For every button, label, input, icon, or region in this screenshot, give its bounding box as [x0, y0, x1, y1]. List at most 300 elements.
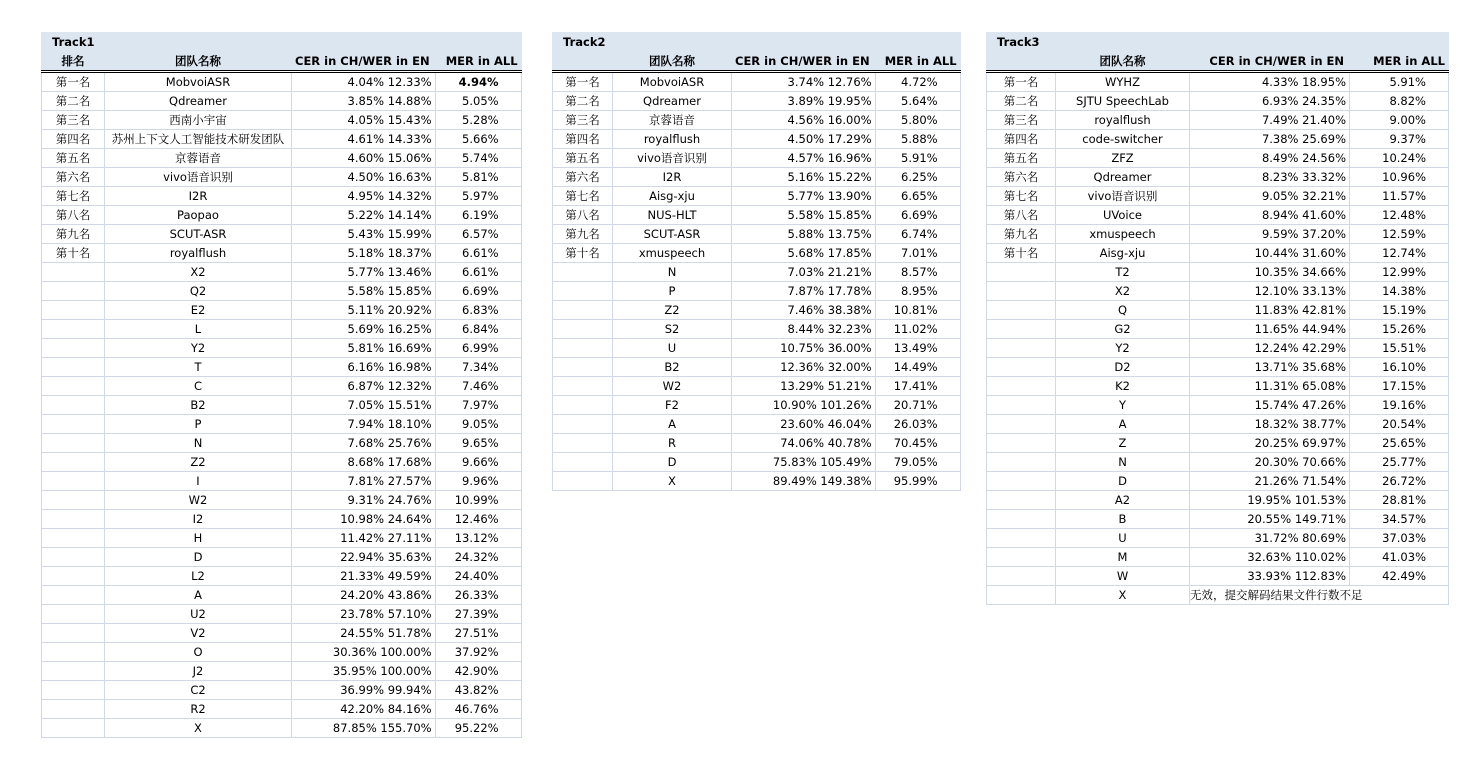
cer-wer-cell: 4.95% 14.32%	[292, 187, 436, 206]
team-cell: 西南小宇宙	[105, 111, 292, 130]
team-cell: A2	[1056, 491, 1190, 510]
mer-cell: 6.19%	[435, 206, 521, 225]
team-cell: D	[105, 548, 292, 567]
table-row	[42, 149, 522, 168]
team-cell: R2	[105, 700, 292, 719]
team-cell: Y	[1056, 396, 1190, 415]
rank-cell	[42, 434, 105, 453]
rank-cell: 第四名	[553, 130, 613, 149]
header-filler	[1056, 33, 1190, 52]
cer-wer-cell: 75.83% 105.49%	[732, 453, 876, 472]
team-cell: K2	[1056, 377, 1190, 396]
rank-cell	[553, 320, 613, 339]
cer-wer-cell: 35.95% 100.00%	[292, 662, 436, 681]
team-cell: royalflush	[1056, 111, 1190, 130]
table-row	[42, 605, 522, 624]
header-filler	[1190, 33, 1350, 52]
header-team-name: 团队名称	[105, 52, 292, 72]
table-row	[42, 358, 522, 377]
mer-cell: 37.92%	[435, 643, 521, 662]
table-row	[42, 301, 522, 320]
rank-cell	[987, 358, 1056, 377]
mer-cell: 24.32%	[435, 548, 521, 567]
table-row	[553, 301, 961, 320]
cer-wer-cell: 4.50% 16.63%	[292, 168, 436, 187]
table-row	[42, 567, 522, 586]
table-row	[42, 719, 522, 738]
table-row	[42, 282, 522, 301]
rank-cell: 第七名	[42, 187, 105, 206]
mer-cell: 17.41%	[875, 377, 960, 396]
rank-cell	[553, 377, 613, 396]
mer-cell: 7.34%	[435, 358, 521, 377]
rank-cell: 第一名	[42, 72, 105, 92]
mer-cell: 27.39%	[435, 605, 521, 624]
cer-wer-cell: 5.58% 15.85%	[732, 206, 876, 225]
table-row	[42, 491, 522, 510]
mer-cell: 24.40%	[435, 567, 521, 586]
table-row	[987, 472, 1449, 491]
team-cell: royalflush	[105, 244, 292, 263]
team-cell: H	[105, 529, 292, 548]
rank-cell: 第八名	[553, 206, 613, 225]
mer-cell: 10.96%	[1350, 168, 1449, 187]
rank-cell	[987, 529, 1056, 548]
cer-wer-cell: 74.06% 40.78%	[732, 434, 876, 453]
table-row	[42, 529, 522, 548]
mer-cell: 11.02%	[875, 320, 960, 339]
mer-cell: 5.80%	[875, 111, 960, 130]
cer-wer-cell: 7.05% 15.51%	[292, 396, 436, 415]
rank-cell	[42, 643, 105, 662]
mer-cell: 9.37%	[1350, 130, 1449, 149]
header-mer: MER in ALL	[1350, 52, 1449, 72]
team-cell: C2	[105, 681, 292, 700]
team-cell: code-switcher	[1056, 130, 1190, 149]
table-row	[42, 396, 522, 415]
cer-wer-cell: 21.33% 49.59%	[292, 567, 436, 586]
team-cell: S2	[613, 320, 732, 339]
team-cell: E2	[105, 301, 292, 320]
rank-cell: 第二名	[987, 92, 1056, 111]
rank-cell	[987, 377, 1056, 396]
team-cell: T	[105, 358, 292, 377]
cer-wer-cell: 3.89% 19.95%	[732, 92, 876, 111]
mer-cell: 26.33%	[435, 586, 521, 605]
table-row	[987, 111, 1449, 130]
table-row	[553, 111, 961, 130]
cer-wer-cell: 8.23% 33.32%	[1190, 168, 1350, 187]
mer-cell: 6.99%	[435, 339, 521, 358]
header-cer-wer: CER in CH/WER in EN	[1190, 52, 1350, 72]
mer-cell: 4.72%	[875, 72, 960, 92]
cer-wer-cell: 10.98% 24.64%	[292, 510, 436, 529]
mer-cell: 12.59%	[1350, 225, 1449, 244]
cer-wer-cell: 5.58% 15.85%	[292, 282, 436, 301]
cer-wer-cell: 42.20% 84.16%	[292, 700, 436, 719]
mer-cell: 34.57%	[1350, 510, 1449, 529]
rank-cell: 第五名	[987, 149, 1056, 168]
mer-cell: 7.01%	[875, 244, 960, 263]
cer-wer-cell: 4.61% 14.33%	[292, 130, 436, 149]
rank-cell	[42, 586, 105, 605]
cer-wer-cell: 5.69% 16.25%	[292, 320, 436, 339]
team-cell: 京蓉语音	[613, 111, 732, 130]
rank-cell: 第八名	[42, 206, 105, 225]
team-cell: Qdreamer	[105, 92, 292, 111]
cer-wer-cell: 6.16% 16.98%	[292, 358, 436, 377]
team-cell: SCUT-ASR	[105, 225, 292, 244]
rank-cell	[42, 491, 105, 510]
cer-wer-cell: 5.18% 18.37%	[292, 244, 436, 263]
rank-cell	[553, 263, 613, 282]
rank-cell	[42, 396, 105, 415]
rank-cell	[987, 567, 1056, 586]
team-cell: F2	[613, 396, 732, 415]
mer-cell: 4.94%	[435, 72, 521, 92]
rank-cell	[42, 567, 105, 586]
table-row	[553, 206, 961, 225]
table-row	[42, 510, 522, 529]
team-cell: xmuspeech	[1056, 225, 1190, 244]
mer-cell: 15.51%	[1350, 339, 1449, 358]
header-team-name: 团队名称	[613, 52, 732, 72]
cer-wer-cell: 5.68% 17.85%	[732, 244, 876, 263]
rank-cell	[42, 529, 105, 548]
cer-wer-cell: 21.26% 71.54%	[1190, 472, 1350, 491]
cer-wer-cell: 11.83% 42.81%	[1190, 301, 1350, 320]
rank-cell	[987, 586, 1056, 605]
rank-cell	[42, 624, 105, 643]
cer-wer-cell: 7.03% 21.21%	[732, 263, 876, 282]
team-cell: xmuspeech	[613, 244, 732, 263]
rank-cell: 第三名	[987, 111, 1056, 130]
table-row	[987, 263, 1449, 282]
team-cell: vivo语音识别	[105, 168, 292, 187]
table-row	[987, 434, 1449, 453]
invalid-note: 无效，提交解码结果文件行数不足	[1190, 586, 1449, 605]
rank-cell: 第六名	[42, 168, 105, 187]
mer-cell: 7.97%	[435, 396, 521, 415]
cer-wer-cell: 10.75% 36.00%	[732, 339, 876, 358]
cer-wer-cell: 32.63% 110.02%	[1190, 548, 1350, 567]
mer-cell: 12.99%	[1350, 263, 1449, 282]
cer-wer-cell: 9.59% 37.20%	[1190, 225, 1350, 244]
header-cer-wer: CER in CH/WER in EN	[732, 52, 876, 72]
mer-cell: 12.48%	[1350, 206, 1449, 225]
rank-cell	[987, 415, 1056, 434]
mer-cell: 6.69%	[435, 282, 521, 301]
column-header-row	[987, 52, 1449, 72]
team-cell: D2	[1056, 358, 1190, 377]
table-row	[553, 225, 961, 244]
mer-cell: 19.16%	[1350, 396, 1449, 415]
mer-cell: 9.65%	[435, 434, 521, 453]
header-filler	[292, 33, 436, 52]
cer-wer-cell: 11.31% 65.08%	[1190, 377, 1350, 396]
mer-cell: 9.66%	[435, 453, 521, 472]
rank-cell	[553, 339, 613, 358]
table-row	[42, 168, 522, 187]
mer-cell: 6.25%	[875, 168, 960, 187]
rank-cell: 第八名	[987, 206, 1056, 225]
team-cell: WYHZ	[1056, 72, 1190, 92]
rank-cell	[987, 491, 1056, 510]
team-cell: Y2	[1056, 339, 1190, 358]
table-row	[553, 453, 961, 472]
team-cell: Q2	[105, 282, 292, 301]
mer-cell: 79.05%	[875, 453, 960, 472]
team-cell: SJTU SpeechLab	[1056, 92, 1190, 111]
column-header-row	[553, 52, 961, 72]
table-row	[42, 72, 522, 92]
table-row	[42, 624, 522, 643]
cer-wer-cell: 15.74% 47.26%	[1190, 396, 1350, 415]
rank-cell: 第一名	[987, 72, 1056, 92]
table-row	[553, 149, 961, 168]
team-cell: M	[1056, 548, 1190, 567]
team-cell: 苏州上下文人工智能技术研发团队	[105, 130, 292, 149]
rank-cell: 第二名	[42, 92, 105, 111]
table-row	[987, 396, 1449, 415]
table-row	[987, 548, 1449, 567]
track-title: Track1	[42, 33, 105, 52]
header-rank	[987, 52, 1056, 72]
cer-wer-cell: 5.77% 13.90%	[732, 187, 876, 206]
table-row	[42, 206, 522, 225]
mer-cell: 15.19%	[1350, 301, 1449, 320]
team-cell: P	[613, 282, 732, 301]
mer-cell: 6.83%	[435, 301, 521, 320]
team-cell: G2	[1056, 320, 1190, 339]
table-row	[42, 111, 522, 130]
cer-wer-cell: 9.31% 24.76%	[292, 491, 436, 510]
team-cell: Qdreamer	[613, 92, 732, 111]
table-row	[987, 206, 1449, 225]
rank-cell	[987, 434, 1056, 453]
mer-cell: 5.88%	[875, 130, 960, 149]
mer-cell: 6.57%	[435, 225, 521, 244]
mer-cell: 5.66%	[435, 130, 521, 149]
rank-cell: 第二名	[553, 92, 613, 111]
team-cell: A	[105, 586, 292, 605]
rank-cell	[42, 453, 105, 472]
rank-cell	[553, 396, 613, 415]
rank-cell: 第七名	[553, 187, 613, 206]
mer-cell: 6.65%	[875, 187, 960, 206]
rank-cell	[42, 681, 105, 700]
cer-wer-cell: 19.95% 101.53%	[1190, 491, 1350, 510]
mer-cell: 28.81%	[1350, 491, 1449, 510]
mer-cell: 5.74%	[435, 149, 521, 168]
cer-wer-cell: 12.10% 33.13%	[1190, 282, 1350, 301]
table-row	[42, 339, 522, 358]
cer-wer-cell: 8.94% 41.60%	[1190, 206, 1350, 225]
table-row	[42, 415, 522, 434]
team-cell: vivo语音识别	[613, 149, 732, 168]
cer-wer-cell: 5.88% 13.75%	[732, 225, 876, 244]
rank-cell: 第十名	[553, 244, 613, 263]
cer-wer-cell: 22.94% 35.63%	[292, 548, 436, 567]
rank-cell	[42, 377, 105, 396]
cer-wer-cell: 4.04% 12.33%	[292, 72, 436, 92]
mer-cell: 43.82%	[435, 681, 521, 700]
table-row	[42, 320, 522, 339]
table-row	[42, 187, 522, 206]
mer-cell: 25.77%	[1350, 453, 1449, 472]
header-rank	[553, 52, 613, 72]
rank-cell: 第三名	[553, 111, 613, 130]
team-cell: Z2	[613, 301, 732, 320]
cer-wer-cell: 20.55% 149.71%	[1190, 510, 1350, 529]
track2-table	[552, 32, 961, 491]
mer-cell: 25.65%	[1350, 434, 1449, 453]
mer-cell: 10.99%	[435, 491, 521, 510]
table-row	[553, 358, 961, 377]
team-cell: B2	[105, 396, 292, 415]
rank-cell	[553, 472, 613, 491]
mer-cell: 37.03%	[1350, 529, 1449, 548]
table-row	[553, 72, 961, 92]
header-team-name: 团队名称	[1056, 52, 1190, 72]
mer-cell: 5.28%	[435, 111, 521, 130]
table-row	[987, 225, 1449, 244]
cer-wer-cell: 4.57% 16.96%	[732, 149, 876, 168]
table-row	[987, 282, 1449, 301]
mer-cell: 5.97%	[435, 187, 521, 206]
team-cell: X2	[105, 263, 292, 282]
mer-cell: 27.51%	[435, 624, 521, 643]
rank-cell: 第四名	[987, 130, 1056, 149]
cer-wer-cell: 4.33% 18.95%	[1190, 72, 1350, 92]
mer-cell: 10.81%	[875, 301, 960, 320]
cer-wer-cell: 7.68% 25.76%	[292, 434, 436, 453]
table-row	[553, 187, 961, 206]
mer-cell: 9.00%	[1350, 111, 1449, 130]
header-cer-wer: CER in CH/WER in EN	[292, 52, 436, 72]
team-cell: X	[613, 472, 732, 491]
mer-cell: 26.72%	[1350, 472, 1449, 491]
cer-wer-cell: 24.55% 51.78%	[292, 624, 436, 643]
header-filler	[875, 33, 960, 52]
table-row	[42, 681, 522, 700]
rank-cell	[987, 263, 1056, 282]
mer-cell: 7.46%	[435, 377, 521, 396]
table-row	[987, 510, 1449, 529]
cer-wer-cell: 7.46% 38.38%	[732, 301, 876, 320]
team-cell: 京蓉语音	[105, 149, 292, 168]
team-cell: R	[613, 434, 732, 453]
rank-cell	[987, 453, 1056, 472]
mer-cell: 6.61%	[435, 244, 521, 263]
rank-cell	[42, 662, 105, 681]
team-cell: MobvoiASR	[105, 72, 292, 92]
table-row	[987, 415, 1449, 434]
table-row	[987, 149, 1449, 168]
cer-wer-cell: 30.36% 100.00%	[292, 643, 436, 662]
table-row	[42, 472, 522, 491]
mer-cell: 20.54%	[1350, 415, 1449, 434]
table-row	[987, 377, 1449, 396]
table-row	[553, 377, 961, 396]
rank-cell	[553, 453, 613, 472]
cer-wer-cell: 10.90% 101.26%	[732, 396, 876, 415]
rank-cell	[987, 301, 1056, 320]
cer-wer-cell: 7.49% 21.40%	[1190, 111, 1350, 130]
team-cell: W2	[613, 377, 732, 396]
cer-wer-cell: 33.93% 112.83%	[1190, 567, 1350, 586]
team-cell: N	[613, 263, 732, 282]
team-cell: P	[105, 415, 292, 434]
mer-cell: 14.38%	[1350, 282, 1449, 301]
table-row	[553, 168, 961, 187]
cer-wer-cell: 7.38% 25.69%	[1190, 130, 1350, 149]
team-cell: T2	[1056, 263, 1190, 282]
rank-cell: 第九名	[987, 225, 1056, 244]
cer-wer-cell: 36.99% 99.94%	[292, 681, 436, 700]
team-cell: X	[105, 719, 292, 738]
team-cell: UVoice	[1056, 206, 1190, 225]
mer-cell: 8.95%	[875, 282, 960, 301]
mer-cell: 10.24%	[1350, 149, 1449, 168]
mer-cell: 26.03%	[875, 415, 960, 434]
track-title: Track3	[987, 33, 1056, 52]
team-cell: ZFZ	[1056, 149, 1190, 168]
team-cell: L2	[105, 567, 292, 586]
team-cell: Aisg-xju	[1056, 244, 1190, 263]
team-cell: Q	[1056, 301, 1190, 320]
cer-wer-cell: 10.44% 31.60%	[1190, 244, 1350, 263]
team-cell: I	[105, 472, 292, 491]
table-row	[987, 491, 1449, 510]
rank-cell: 第四名	[42, 130, 105, 149]
table-row	[987, 130, 1449, 149]
cer-wer-cell: 8.49% 24.56%	[1190, 149, 1350, 168]
cer-wer-cell: 9.05% 32.21%	[1190, 187, 1350, 206]
track-title-row	[42, 33, 522, 52]
team-cell: SCUT-ASR	[613, 225, 732, 244]
rank-cell: 第六名	[987, 168, 1056, 187]
rank-cell	[42, 605, 105, 624]
cer-wer-cell: 5.43% 15.99%	[292, 225, 436, 244]
rank-cell: 第一名	[553, 72, 613, 92]
cer-wer-cell: 5.81% 16.69%	[292, 339, 436, 358]
cer-wer-cell: 4.60% 15.06%	[292, 149, 436, 168]
table-row	[42, 548, 522, 567]
cer-wer-cell: 13.29% 51.21%	[732, 377, 876, 396]
table-row	[42, 377, 522, 396]
team-cell: vivo语音识别	[1056, 187, 1190, 206]
cer-wer-cell: 3.85% 14.88%	[292, 92, 436, 111]
cer-wer-cell: 4.56% 16.00%	[732, 111, 876, 130]
mer-cell: 5.91%	[875, 149, 960, 168]
rank-cell	[987, 339, 1056, 358]
cer-wer-cell: 7.94% 18.10%	[292, 415, 436, 434]
header-filler	[732, 33, 876, 52]
table-row	[987, 187, 1449, 206]
table-row	[42, 92, 522, 111]
mer-cell: 8.82%	[1350, 92, 1449, 111]
cer-wer-cell: 18.32% 38.77%	[1190, 415, 1350, 434]
team-cell: Z2	[105, 453, 292, 472]
table-row	[553, 92, 961, 111]
mer-cell: 6.69%	[875, 206, 960, 225]
mer-cell: 95.99%	[875, 472, 960, 491]
rank-cell	[987, 510, 1056, 529]
rank-cell	[42, 719, 105, 738]
rank-cell	[553, 358, 613, 377]
mer-cell: 12.46%	[435, 510, 521, 529]
